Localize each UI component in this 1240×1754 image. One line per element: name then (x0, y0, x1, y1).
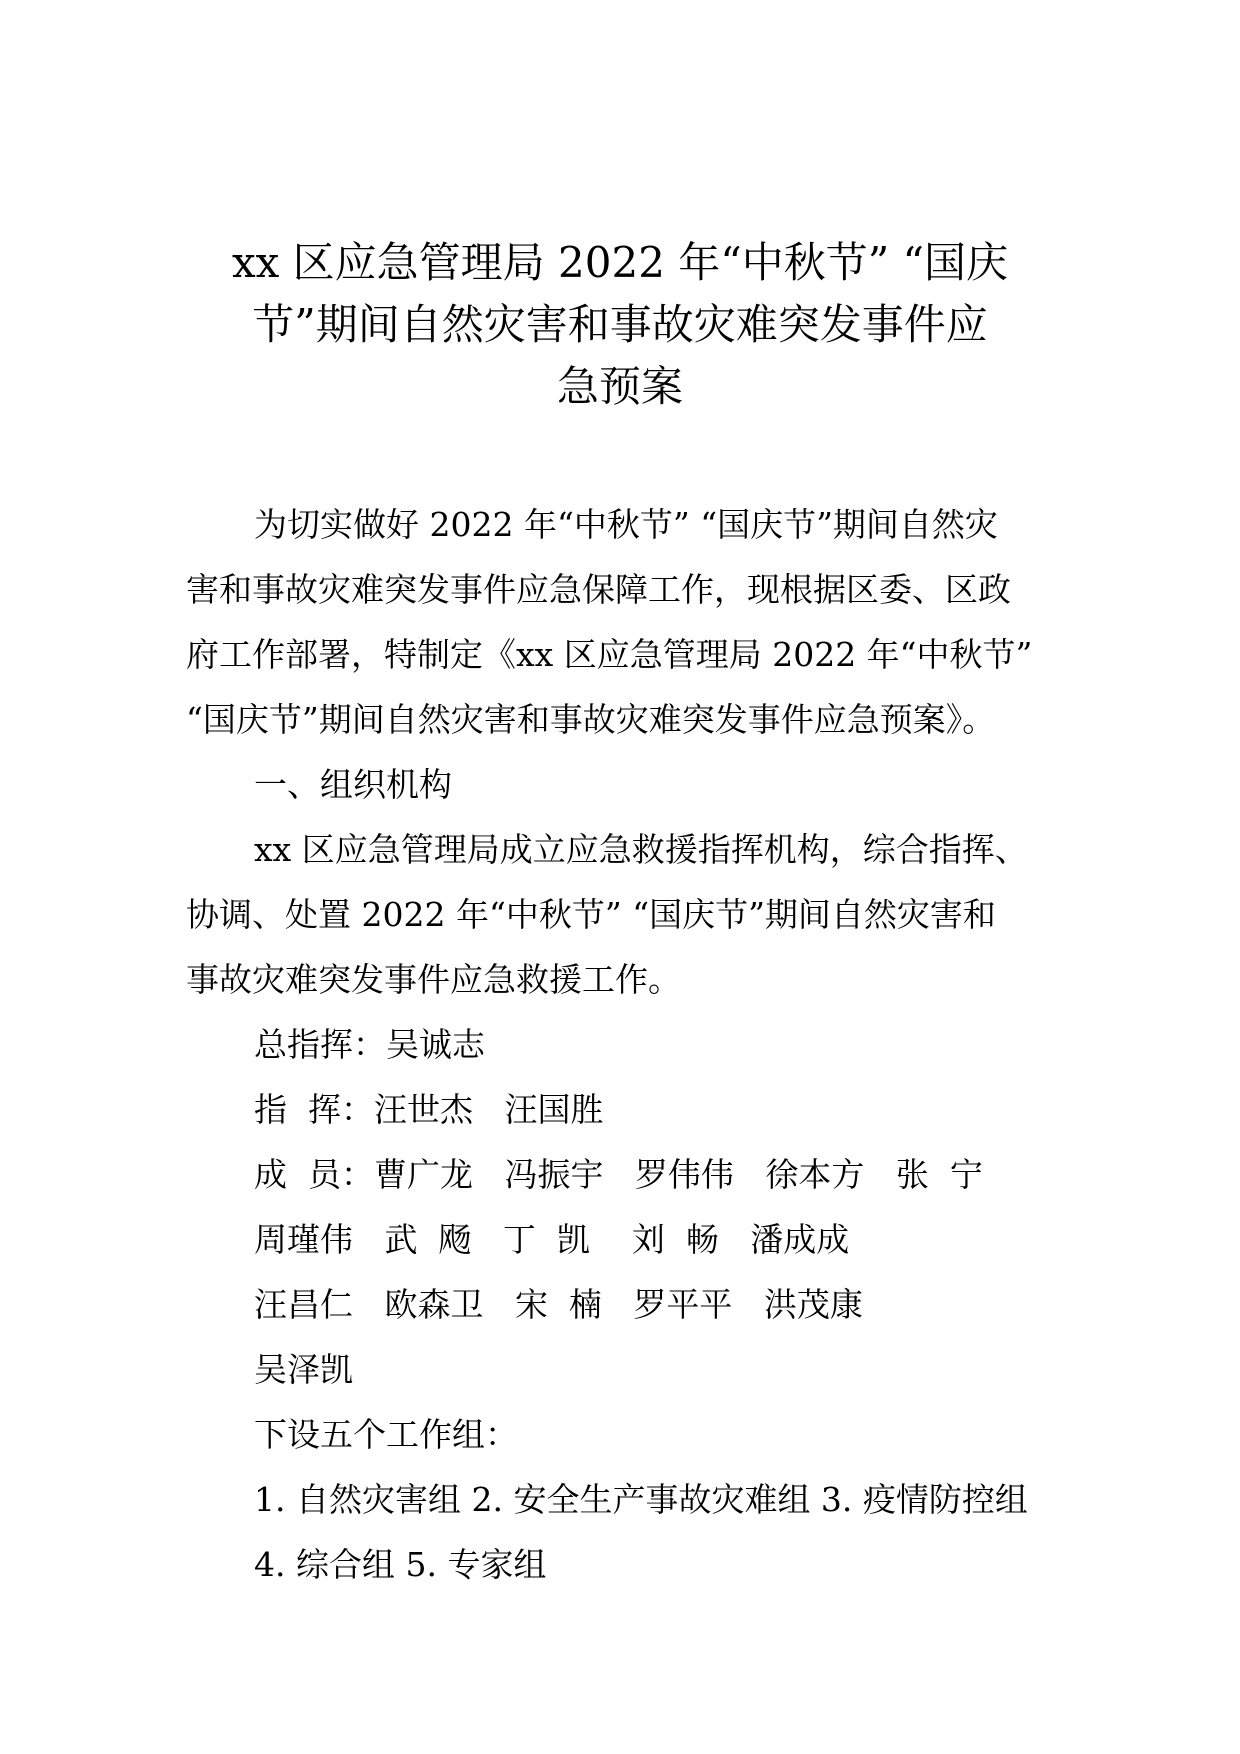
intro-line-3: 府工作部署，特制定《xx 区应急管理局 2022 年“中秋节” (186, 635, 1033, 674)
groups-intro: 下设五个工作组： (254, 1415, 518, 1454)
section-heading: 一、组织机构 (254, 765, 452, 804)
members-line-2: 周瑾伟 武 飏 丁 凯 刘 畅 潘成成 (254, 1220, 850, 1259)
groups-line-1: 1. 自然灾害组 2. 安全生产事故灾难组 3. 疫情防控组 (254, 1480, 1028, 1519)
deputy-line: 指 挥：汪世杰 汪国胜 (254, 1090, 604, 1129)
document-title (180, 232, 1060, 418)
title-line-2: 节”期间自然灾害和事故灾难突发事件应 (252, 300, 988, 349)
section-desc-line-1: xx 区应急管理局成立应急救援指挥机构，综合指挥、 (254, 830, 1028, 869)
intro-line-4: “国庆节”期间自然灾害和事故灾难突发事件应急预案》。 (186, 700, 996, 739)
title-line-1: xx 区应急管理局 2022 年“中秋节” “国庆 (231, 238, 1009, 287)
commander-line: 总指挥：吴诚志 (254, 1025, 485, 1064)
section-desc-line-2: 协调、处置 2022 年“中秋节” “国庆节”期间自然灾害和 (186, 895, 996, 934)
title-line-3: 急预案 (556, 362, 683, 411)
intro-line-1: 为切实做好 2022 年“中秋节” “国庆节”期间自然灾 (254, 505, 998, 544)
document-body (186, 492, 1056, 1597)
intro-line-2: 害和事故灾难突发事件应急保障工作，现根据区委、区政 (186, 570, 1011, 609)
section-desc-line-3: 事故灾难突发事件应急救援工作。 (186, 960, 681, 999)
members-line-3: 汪昌仁 欧森卫 宋 楠 罗平平 洪茂康 (254, 1285, 863, 1324)
members-line-4: 吴泽凯 (254, 1350, 353, 1389)
members-line-1: 成 员：曹广龙 冯振宇 罗伟伟 徐本方 张 宁 (254, 1155, 983, 1194)
groups-line-2: 4. 综合组 5. 专家组 (254, 1545, 547, 1584)
